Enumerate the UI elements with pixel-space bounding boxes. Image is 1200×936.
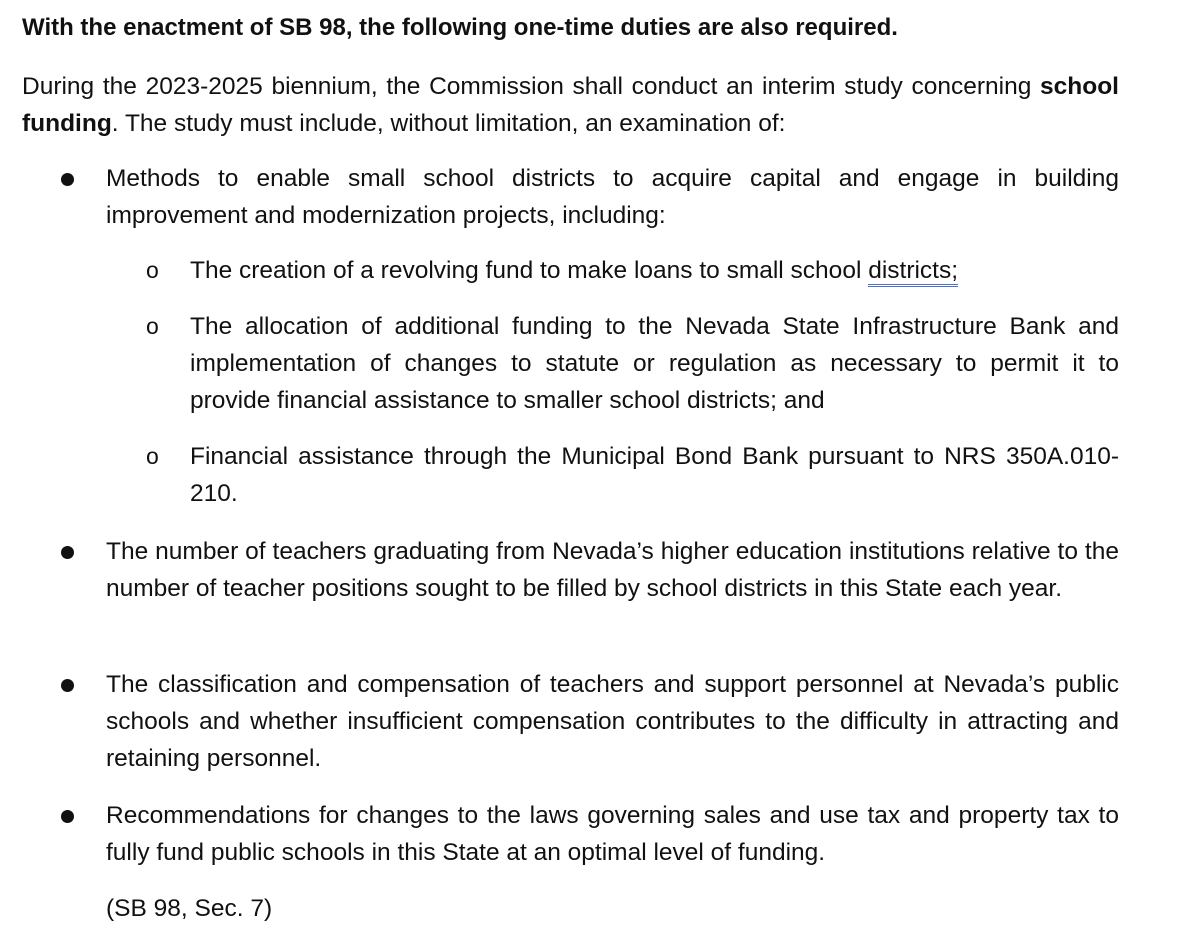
sub-item-bond-bank: Financial assistance through the Municipal Bond Bank pursuant to NRS 350A.010-210. bbox=[190, 443, 1119, 507]
bullet-dot-icon bbox=[61, 546, 74, 559]
sub-item-revolving-fund bbox=[190, 252, 1119, 289]
bullet-item-tax-recommendations: Recommendations for changes to the laws governing sales and use tax and property tax to fully fund public schools in this State at an optimal level of funding. bbox=[106, 802, 1119, 866]
bullet-item-teacher-graduates: The number of teachers graduating from Nevada’s higher education institutions relative to the number of teacher positions sought to be filled by school districts in this State each year. bbox=[106, 538, 1119, 602]
sub-item-revolving-fund-text: The creation of a revolving fund to make loans to small school bbox=[190, 257, 869, 284]
intro-text-after: . The study must include, without limitation, an examination of: bbox=[111, 110, 786, 137]
bullet-dot-icon bbox=[61, 679, 74, 692]
intro-bold-topic: school funding bbox=[22, 73, 1119, 137]
sub-bullet-marker: o bbox=[146, 313, 159, 339]
intro-text-before: During the 2023-2025 biennium, the Commission shall conduct an interim study concerning bbox=[22, 73, 1041, 100]
sub-bullet-marker: o bbox=[146, 257, 159, 283]
districts-link[interactable]: districts; bbox=[868, 257, 958, 287]
bullet-dot-icon bbox=[61, 173, 74, 186]
bullet-item-capital-methods: Methods to enable small school districts to acquire capital and engage in building improvement and modernization projects, including: bbox=[106, 165, 1119, 229]
section-heading: With the enactment of SB 98, the following one-time duties are also required. bbox=[22, 14, 898, 41]
intro-paragraph bbox=[22, 68, 1119, 142]
bullet-dot-icon bbox=[61, 810, 74, 823]
sub-item-infrastructure-bank: The allocation of additional funding to the Nevada State Infrastructure Bank and implementation of changes to statute or regulation as necessary to permit it to provide financial assistance to smaller school districts; and bbox=[190, 313, 1119, 414]
citation: (SB 98, Sec. 7) bbox=[106, 895, 273, 922]
bullet-item-compensation: The classification and compensation of teachers and support personnel at Nevada’s public schools and whether insufficient compensation contributes to the difficulty in attracting and retaining personnel. bbox=[106, 671, 1119, 772]
sub-bullet-marker: o bbox=[146, 443, 159, 469]
